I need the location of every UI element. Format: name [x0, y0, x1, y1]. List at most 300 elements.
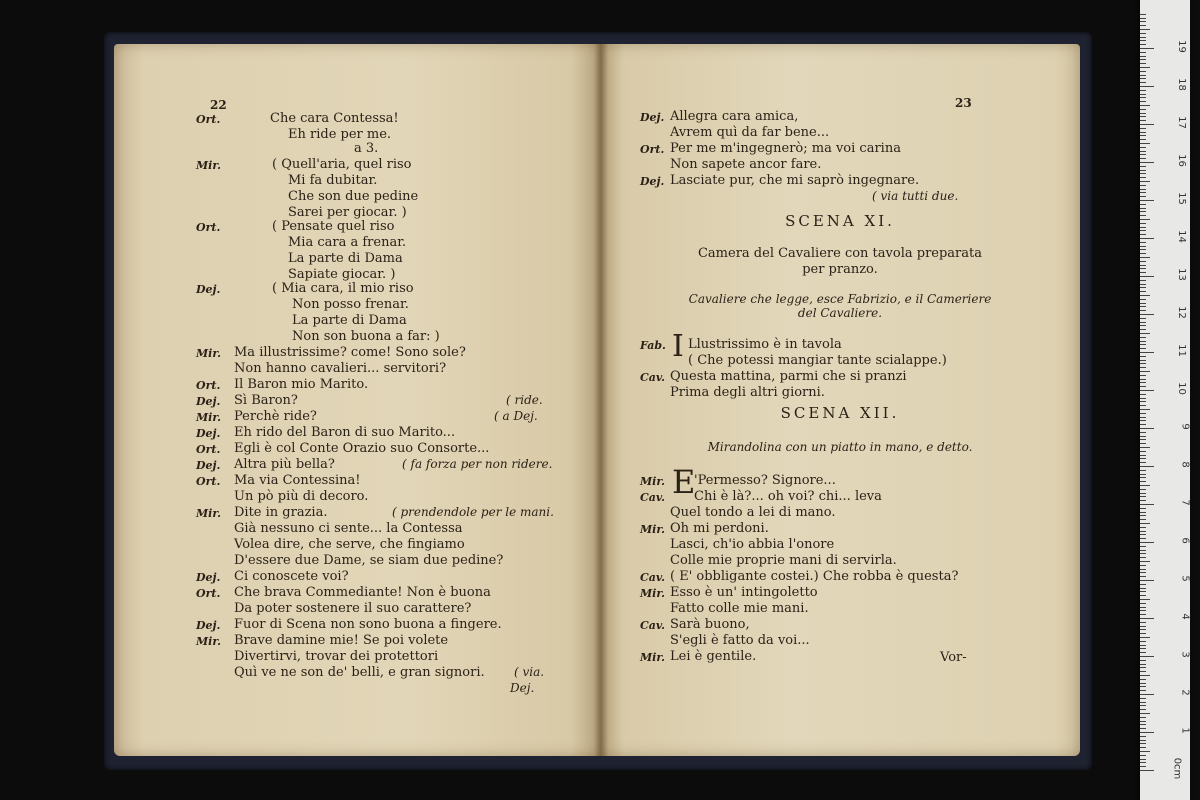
ruler-tick — [1140, 257, 1150, 258]
ruler-tick — [1140, 306, 1146, 307]
ruler-tick — [1140, 78, 1146, 79]
ruler-tick — [1140, 736, 1146, 737]
book-gutter — [594, 44, 608, 756]
stage-direction: ( fa forza per non ridere. — [402, 457, 553, 471]
ruler-tick — [1140, 732, 1154, 733]
ruler-tick — [1140, 569, 1146, 570]
verse-line: Che cara Contessa! — [270, 111, 399, 126]
ruler-tick — [1140, 595, 1146, 596]
speaker-label: Mir. — [196, 411, 221, 424]
ruler-tick — [1140, 143, 1150, 144]
scene-direction: Cavaliere che legge, esce Fabrizio, e il Cameriere — [688, 292, 992, 306]
stage-direction: ( a Dej. — [494, 409, 538, 423]
ruler-tick — [1140, 686, 1146, 687]
verse-line: Sapiate giocar. ) — [288, 267, 396, 282]
ruler-tick — [1140, 181, 1150, 182]
ruler-tick — [1140, 71, 1146, 72]
verse-line: Esso è un' intingoletto — [670, 585, 818, 600]
ruler-tick — [1140, 162, 1154, 163]
left-page — [114, 44, 600, 756]
verse-line: Da poter sostenere il suo carattere? — [234, 601, 472, 616]
ruler-tick — [1140, 238, 1154, 239]
ruler-tick — [1140, 618, 1154, 619]
speaker-label: Mir. — [196, 347, 221, 360]
stage-direction: ( prendendole per le mani. — [392, 505, 554, 519]
ruler-tick — [1140, 713, 1150, 714]
verse-line: Mia cara a frenar. — [288, 235, 407, 250]
ruler-number: 4 — [1179, 613, 1191, 620]
verse-line: ( Quell'aria, quel riso — [272, 157, 412, 172]
speaker-label: Dej. — [196, 459, 221, 472]
speaker-label: Dej. — [196, 427, 221, 440]
ruler-tick — [1140, 675, 1150, 676]
ruler-tick — [1140, 363, 1146, 364]
ruler-number: 2 — [1179, 689, 1191, 696]
ruler-tick — [1140, 18, 1146, 19]
ruler-tick — [1140, 379, 1146, 380]
ruler-tick — [1140, 743, 1146, 744]
ruler-tick — [1140, 610, 1146, 611]
ruler-tick — [1140, 504, 1154, 505]
speaker-label: Mir. — [640, 523, 665, 536]
verse-line: Non sapete ancor fare. — [670, 157, 822, 172]
ruler-tick — [1140, 116, 1146, 117]
ruler-number: 5 — [1179, 575, 1191, 582]
ruler-tick — [1140, 101, 1146, 102]
ruler-tick — [1140, 390, 1154, 391]
ruler-tick — [1140, 542, 1154, 543]
ruler-tick — [1140, 717, 1146, 718]
ruler-tick — [1140, 272, 1146, 273]
ruler-tick — [1140, 128, 1146, 129]
verse-line: Oh mi perdoni. — [670, 521, 769, 536]
ruler-tick — [1140, 462, 1146, 463]
ruler-tick — [1140, 629, 1146, 630]
ruler-tick — [1140, 310, 1146, 311]
ruler-number: 7 — [1179, 499, 1191, 506]
right-page — [600, 44, 1080, 756]
ruler-tick — [1140, 173, 1146, 174]
ruler-tick — [1140, 348, 1146, 349]
catchword: Vor- — [940, 650, 967, 665]
ruler-tick — [1140, 413, 1146, 414]
ruler-tick — [1140, 40, 1146, 41]
ruler-tick — [1140, 303, 1146, 304]
verse-line: Sarà buono, — [670, 617, 750, 632]
ruler-tick — [1140, 709, 1146, 710]
ruler-tick — [1140, 652, 1146, 653]
verse-line: Non posso frenar. — [292, 297, 409, 312]
measurement-ruler — [1140, 0, 1190, 800]
ruler-tick — [1140, 470, 1146, 471]
verse-line: D'essere due Dame, se siam due pedine? — [234, 553, 504, 568]
ruler-tick — [1140, 523, 1150, 524]
ruler-tick — [1140, 25, 1146, 26]
ruler-tick — [1140, 124, 1154, 125]
ruler-tick — [1140, 341, 1146, 342]
verse-line: Fatto colle mie mani. — [670, 601, 809, 616]
ruler-tick — [1140, 97, 1146, 98]
scene-direction: del Cavaliere. — [797, 306, 883, 320]
ruler-tick — [1140, 204, 1146, 205]
ruler-tick — [1140, 21, 1146, 22]
verse-line: Mi fa dubitar. — [288, 173, 378, 188]
ruler-tick — [1140, 591, 1146, 592]
ruler-tick — [1140, 622, 1146, 623]
ruler-tick — [1140, 113, 1146, 114]
verse-line: ( Che potessi mangiar tante scialappe.) — [688, 353, 947, 368]
speaker-label: Fab. — [640, 339, 666, 352]
verse-line: Quì ve ne son de' belli, e gran signori. — [234, 665, 485, 680]
ruler-tick — [1140, 382, 1146, 383]
ruler-tick — [1140, 63, 1146, 64]
ruler-number: 9 — [1179, 423, 1191, 430]
verse-line: Sì Baron? — [234, 393, 298, 408]
ruler-tick — [1140, 109, 1146, 110]
ruler-tick — [1140, 759, 1146, 760]
ruler-tick — [1140, 534, 1146, 535]
ruler-tick — [1140, 29, 1150, 30]
ruler-tick — [1140, 394, 1146, 395]
ruler-tick — [1140, 398, 1146, 399]
ruler-tick — [1140, 33, 1146, 34]
verse-line: Ma illustrissime? come! Sono sole? — [234, 345, 466, 360]
ruler-tick — [1140, 466, 1154, 467]
ruler-tick — [1140, 352, 1154, 353]
speaker-label: Dej. — [196, 619, 221, 632]
ruler-tick — [1140, 531, 1146, 532]
ruler-tick — [1140, 276, 1154, 277]
verse-line: Quel tondo a lei di mano. — [670, 505, 836, 520]
ruler-tick — [1140, 664, 1146, 665]
ruler-tick — [1140, 185, 1146, 186]
ruler-tick — [1140, 189, 1146, 190]
ruler-tick — [1140, 265, 1146, 266]
verse-line: Non hanno cavalieri... servitori? — [234, 361, 447, 376]
ruler-number: 16 — [1176, 154, 1188, 167]
ruler-tick — [1140, 607, 1146, 608]
ruler-tick — [1140, 489, 1146, 490]
ruler-tick — [1140, 284, 1146, 285]
scene-setting: per pranzo. — [802, 262, 878, 277]
ruler-number: 6 — [1179, 537, 1191, 544]
ruler-tick — [1140, 508, 1146, 509]
ruler-number: 1 — [1179, 727, 1191, 734]
ruler-tick — [1140, 424, 1146, 425]
ruler-tick — [1140, 409, 1150, 410]
ruler-tick — [1140, 287, 1146, 288]
ruler-tick — [1140, 553, 1146, 554]
verse-line: Chi è là?... oh voi? chi... leva — [694, 489, 882, 504]
ruler-tick — [1140, 698, 1146, 699]
ruler-tick — [1140, 154, 1146, 155]
ruler-number: 10 — [1176, 382, 1188, 395]
ruler-tick — [1140, 565, 1146, 566]
ruler-tick — [1140, 344, 1146, 345]
ruler-tick — [1140, 322, 1146, 323]
speaker-label: Cav. — [640, 491, 665, 504]
verse-line: Altra più bella? — [234, 457, 335, 472]
ruler-tick — [1140, 550, 1146, 551]
speaker-label: Ort. — [196, 475, 221, 488]
verse-line: Lei è gentile. — [670, 649, 757, 664]
scene-direction: Mirandolina con un piatto in mano, e detto. — [707, 440, 973, 454]
ruler-tick — [1140, 56, 1146, 57]
ruler-tick — [1140, 170, 1146, 171]
ruler-tick — [1140, 223, 1146, 224]
verse-line: Che son due pedine — [288, 189, 419, 204]
scene-title: SCENA XI. — [785, 212, 895, 230]
ruler-tick — [1140, 120, 1146, 121]
ruler-tick — [1140, 37, 1146, 38]
ruler-tick — [1140, 208, 1146, 209]
ruler-tick — [1140, 234, 1146, 235]
ruler-tick — [1140, 626, 1146, 627]
ruler-tick — [1140, 770, 1154, 771]
ruler-number: 19 — [1176, 40, 1188, 53]
verse-line: Egli è col Conte Orazio suo Consorte... — [234, 441, 490, 456]
ruler-tick — [1140, 580, 1154, 581]
speaker-label: Mir. — [196, 507, 221, 520]
ruler-tick — [1140, 436, 1146, 437]
ruler-tick — [1140, 557, 1146, 558]
ruler-tick — [1140, 641, 1146, 642]
speaker-label: Mir. — [640, 587, 665, 600]
speaker-label: Ort. — [196, 587, 221, 600]
verse-line: Avrem quì da far bene... — [670, 125, 830, 140]
ruler-tick — [1140, 151, 1146, 152]
verse-line: Eh rido del Baron di suo Marito... — [234, 425, 456, 440]
ruler-tick — [1140, 515, 1146, 516]
ruler-tick — [1140, 519, 1146, 520]
speaker-label: Ort. — [196, 113, 221, 126]
ruler-tick — [1140, 82, 1146, 83]
ruler-tick — [1140, 337, 1146, 338]
scene-setting: Camera del Cavaliere con tavola preparata — [697, 246, 982, 261]
ruler-tick — [1140, 147, 1146, 148]
ruler-number: 11 — [1176, 344, 1188, 357]
ruler-tick — [1140, 14, 1146, 15]
stage-direction: ( via. — [514, 665, 545, 679]
stage-direction: ( ride. — [506, 393, 543, 407]
ruler-tick — [1140, 314, 1154, 315]
ruler-tick — [1140, 660, 1146, 661]
speaker-label: Dej. — [196, 395, 221, 408]
ruler-tick — [1140, 443, 1146, 444]
ruler-tick — [1140, 458, 1146, 459]
ruler-tick — [1140, 75, 1146, 76]
verse-line: Lasciate pur, che mi saprò ingegnare. — [670, 173, 920, 188]
ruler-tick — [1140, 367, 1146, 368]
stage-direction: Dej. — [510, 681, 535, 695]
ruler-tick — [1140, 766, 1146, 767]
ruler-tick — [1140, 375, 1146, 376]
verse-line: Che brava Commediante! Non è buona — [234, 585, 491, 600]
verse-line: Non son buona a far: ) — [292, 329, 440, 344]
ruler-tick — [1140, 420, 1146, 421]
verse-line: Volea dire, che serve, che fingiamo — [234, 537, 465, 552]
speaker-label: Dej. — [196, 571, 221, 584]
ruler-tick — [1140, 705, 1146, 706]
ruler-tick — [1140, 295, 1150, 296]
ruler-tick — [1140, 728, 1146, 729]
ruler-number: 13 — [1176, 268, 1188, 281]
verse-line: Già nessuno ci sente... la Contessa — [234, 521, 463, 536]
speaker-label: Dej. — [640, 111, 665, 124]
ruler-tick — [1140, 158, 1146, 159]
ruler-tick — [1140, 59, 1146, 60]
speaker-label: Mir. — [196, 635, 221, 648]
ruler-tick — [1140, 253, 1146, 254]
ruler-tick — [1140, 751, 1150, 752]
ruler-tick — [1140, 747, 1146, 748]
verse-line: Fuor di Scena non sono buona a fingere. — [234, 617, 502, 632]
ruler-tick — [1140, 572, 1146, 573]
page-number: 23 — [955, 96, 972, 110]
ruler-tick — [1140, 500, 1146, 501]
verse-line: Ma via Contessina! — [234, 473, 361, 488]
ruler-tick — [1140, 417, 1146, 418]
ruler-tick — [1140, 48, 1154, 49]
ruler-tick — [1140, 694, 1154, 695]
ruler-tick — [1140, 132, 1146, 133]
ruler-tick — [1140, 401, 1146, 402]
ruler-tick — [1140, 740, 1146, 741]
verse-line: Dite in grazia. — [234, 505, 328, 520]
ruler-tick — [1140, 356, 1146, 357]
ruler-tick — [1140, 44, 1146, 45]
verse-line: Allegra cara amica, — [670, 109, 799, 124]
page-number: 22 — [210, 98, 227, 112]
ruler-tick — [1140, 249, 1146, 250]
verse-line: Questa mattina, parmi che si pranzi — [670, 369, 907, 384]
ruler-tick — [1140, 299, 1146, 300]
ruler-tick — [1140, 671, 1146, 672]
speaker-label: Mir. — [196, 159, 221, 172]
ruler-tick — [1140, 242, 1146, 243]
ruler-tick — [1140, 192, 1146, 193]
ruler-tick — [1140, 755, 1146, 756]
ruler-tick — [1140, 333, 1150, 334]
scene-title: SCENA XII. — [780, 404, 900, 422]
verse-line: Il Baron mio Marito. — [234, 377, 369, 392]
verse-line: Eh ride per me. — [288, 127, 392, 142]
ruler-number: 0cm — [1171, 757, 1183, 780]
ruler-tick — [1140, 139, 1146, 140]
ruler-tick — [1140, 603, 1146, 604]
ruler-tick — [1140, 318, 1146, 319]
ruler-tick — [1140, 648, 1146, 649]
verse-line: Colle mie proprie mani di servirla. — [670, 553, 897, 568]
ruler-tick — [1140, 325, 1146, 326]
speaker-label: Ort. — [196, 443, 221, 456]
ruler-tick — [1140, 386, 1146, 387]
ruler-tick — [1140, 200, 1154, 201]
ruler-number: 8 — [1179, 461, 1191, 468]
ruler-tick — [1140, 690, 1146, 691]
ruler-tick — [1140, 561, 1150, 562]
ruler-tick — [1140, 227, 1146, 228]
ruler-tick — [1140, 329, 1146, 330]
ruler-tick — [1140, 291, 1146, 292]
ruler-tick — [1140, 67, 1150, 68]
verse-line: Un pò più di decoro. — [234, 489, 369, 504]
ruler-tick — [1140, 405, 1146, 406]
ruler-tick — [1140, 455, 1146, 456]
ruler-tick — [1140, 576, 1146, 577]
ruler-tick — [1140, 637, 1150, 638]
ruler-tick — [1140, 371, 1150, 372]
ruler-tick — [1140, 474, 1146, 475]
verse-line: Brave damine mie! Se poi volete — [234, 633, 449, 648]
ruler-number: 17 — [1176, 116, 1188, 129]
verse-line: ( Mia cara, il mio riso — [272, 281, 414, 296]
ruler-tick — [1140, 614, 1146, 615]
ruler-number: 12 — [1176, 306, 1188, 319]
verse-line: S'egli è fatto da voi... — [670, 633, 810, 648]
verse-line: La parte di Dama — [288, 251, 403, 266]
speaker-label: Ort. — [640, 143, 665, 156]
ruler-tick — [1140, 105, 1150, 106]
ruler-tick — [1140, 219, 1150, 220]
ruler-tick — [1140, 538, 1146, 539]
ruler-tick — [1140, 196, 1146, 197]
ruler-tick — [1140, 724, 1146, 725]
ruler-tick — [1140, 268, 1146, 269]
ruler-tick — [1140, 588, 1146, 589]
verse-line: Perchè ride? — [234, 409, 317, 424]
ruler-tick — [1140, 683, 1146, 684]
verse-line: Ci conoscete voi? — [234, 569, 349, 584]
ruler-tick — [1140, 527, 1146, 528]
ruler-tick — [1140, 360, 1146, 361]
ruler-tick — [1140, 493, 1146, 494]
ruler-tick — [1140, 246, 1146, 247]
ruler-tick — [1140, 90, 1146, 91]
ruler-tick — [1140, 230, 1146, 231]
ruler-tick — [1140, 432, 1146, 433]
ruler-tick — [1140, 477, 1146, 478]
ruler-tick — [1140, 280, 1146, 281]
verse-line: ( Pensate quel riso — [272, 219, 395, 234]
speaker-label: Cav. — [640, 571, 665, 584]
verse-line: Lasci, ch'io abbia l'onore — [670, 537, 835, 552]
ruler-tick — [1140, 633, 1146, 634]
verse-line: Sarei per giocar. ) — [288, 205, 407, 220]
verse-line: ( E' obbligante costei.) Che robba è questa? — [670, 569, 959, 584]
ruler-tick — [1140, 439, 1146, 440]
ruler-tick — [1140, 656, 1154, 657]
ruler-tick — [1140, 762, 1146, 763]
ruler-tick — [1140, 667, 1146, 668]
ruler-tick — [1140, 485, 1150, 486]
speaker-label: Cav. — [640, 371, 665, 384]
ruler-tick — [1140, 447, 1150, 448]
ruler-tick — [1140, 211, 1146, 212]
drop-cap: I — [672, 329, 684, 364]
verse-line: Prima degli altri giorni. — [670, 385, 825, 400]
ruler-tick — [1140, 177, 1146, 178]
speaker-label: Dej. — [640, 175, 665, 188]
ruler-number: 18 — [1176, 78, 1188, 91]
ruler-tick — [1140, 481, 1146, 482]
ruler-tick — [1140, 599, 1150, 600]
ruler-tick — [1140, 546, 1146, 547]
ruler-tick — [1140, 135, 1146, 136]
ruler-tick — [1140, 428, 1154, 429]
ruler-number: 15 — [1176, 192, 1188, 205]
ruler-tick — [1140, 166, 1146, 167]
